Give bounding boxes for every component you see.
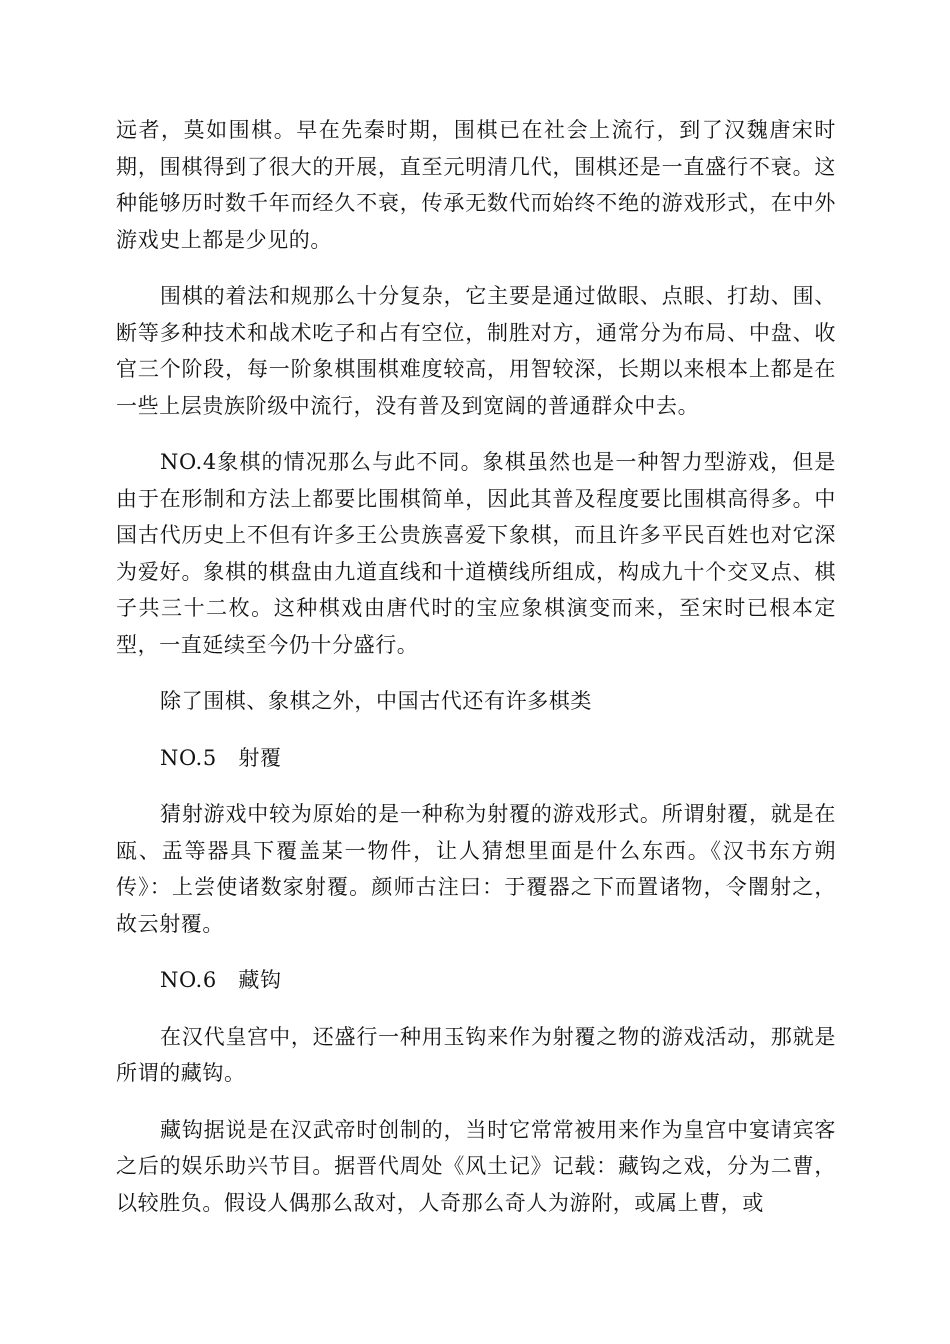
paragraph-weiqi-history: 远者，莫如围棋。早在先秦时期，围棋已在社会上流行，到了汉魏唐宋时期，围棋得到了很大的开展，直至元明清几代，围棋还是一直盛行不衰。这种能够历时数千年而经久不衰，传承无数代而始终不绝的游戏形式，在中外游戏史上都是少见的。 <box>116 118 836 252</box>
section-heading-shefu: NO.5 射覆 <box>160 745 282 770</box>
paragraph-weiqi-rules: 围棋的着法和规那么十分复杂，它主要是通过做眼、点眼、打劫、围、断等多种技术和战术吃子和占有空位，制胜对方，通常分为布局、中盘、收官三个阶段，每一阶象棋围棋难度较高，用智较深，长期以来根本上都是在一些上层贵族阶级中流行，没有普及到宽阔的普通群众中去。 <box>116 284 836 418</box>
paragraph-canggou-detail: 藏钩据说是在汉武帝时创制的，当时它常常被用来作为皇宫中宴请宾客之后的娱乐助兴节目。据晋代周处《风土记》记载：藏钩之戏，分为二曹，以较胜负。假设人偶那么敌对，人奇那么奇人为游附，或属上曹，或 <box>116 1117 836 1215</box>
document-body <box>116 112 836 1241</box>
paragraph-xiangqi: NO.4象棋的情况那么与此不同。象棋虽然也是一种智力型游戏，但是由于在形制和方法上都要比围棋简单，因此其普及程度要比围棋高得多。中国古代历史上不但有许多王公贵族喜爱下象棋，而且许多平民百姓也对它深为爱好。象棋的棋盘由九道直线和十道横线所组成，构成九十个交叉点、棋子共三十二枚。这种棋戏由唐代时的宝应象棋演变而来，至宋时已根本定型，一直延续至今仍十分盛行。 <box>116 450 836 657</box>
paragraph-shefu: 猜射游戏中较为原始的是一种称为射覆的游戏形式。所谓射覆，就是在瓯、盂等器具下覆盖某一物件，让人猜想里面是什么东西。《汉书东方朔传》：上尝使诸数家射覆。颜师古注曰：于覆器之下而置诸物，令闇射之，故云射覆。 <box>116 802 836 936</box>
paragraph-canggou-intro: 在汉代皇宫中，还盛行一种用玉钩来作为射覆之物的游戏活动，那就是所谓的藏钩。 <box>116 1024 836 1085</box>
paragraph-other-board-games: 除了围棋、象棋之外，中国古代还有许多棋类 <box>160 689 592 713</box>
section-heading-canggou: NO.6 藏钩 <box>160 968 282 992</box>
